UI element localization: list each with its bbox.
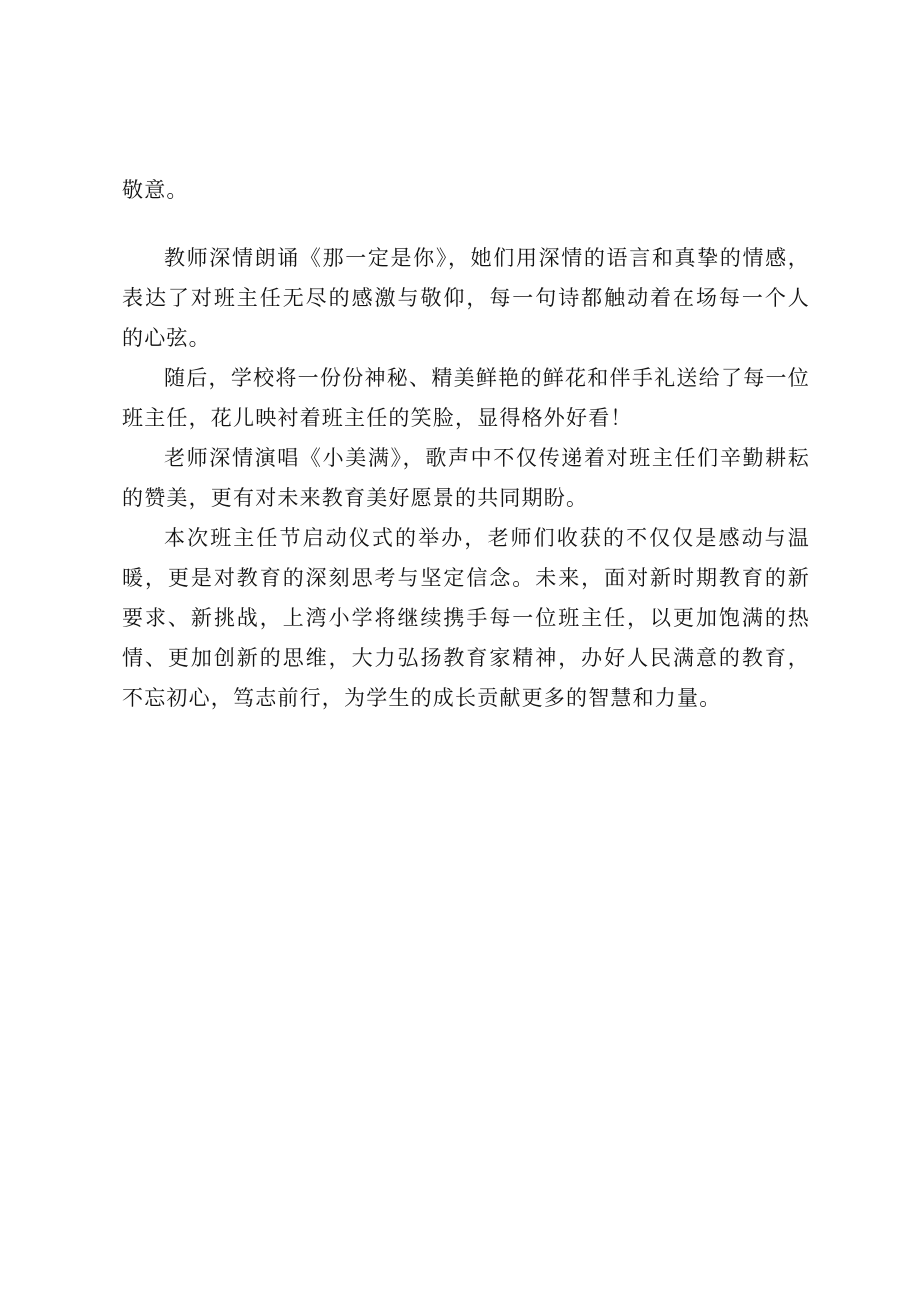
paragraph-song: 老师深情演唱《小美满》，歌声中不仅传递着对班主任们辛勤耕耘的赞美，更有对未来教育美好愿景的共同期盼。 bbox=[122, 446, 810, 510]
paragraph-recitation: 教师深情朗诵《那一定是你》，她们用深情的语言和真挚的情感，表达了对班主任无尽的感激与敬仰，每一句诗都触动着在场每一个人的心弦。 bbox=[122, 246, 810, 350]
paragraph-conclusion: 本次班主任节启动仪式的举办，老师们收获的不仅仅是感动与温暖，更是对教育的深刻思考与坚定信念。未来，面对新时期教育的新要求、新挑战，上湾小学将继续携手每一位班主任，以更加饱满的热情、更加创新的思维，大力弘扬教育家精神，办好人民满意的教育，不忘初心，笃志前行，为学生的成长贡献更多的智慧和力量。 bbox=[122, 526, 810, 710]
paragraph-continuation: 敬意。 bbox=[122, 178, 189, 202]
paragraph-flowers: 随后，学校将一份份神秘、精美鲜艳的鲜花和伴手礼送给了每一位班主任，花儿映衬着班主任的笑脸，显得格外好看！ bbox=[122, 366, 810, 430]
document-body bbox=[122, 170, 810, 718]
